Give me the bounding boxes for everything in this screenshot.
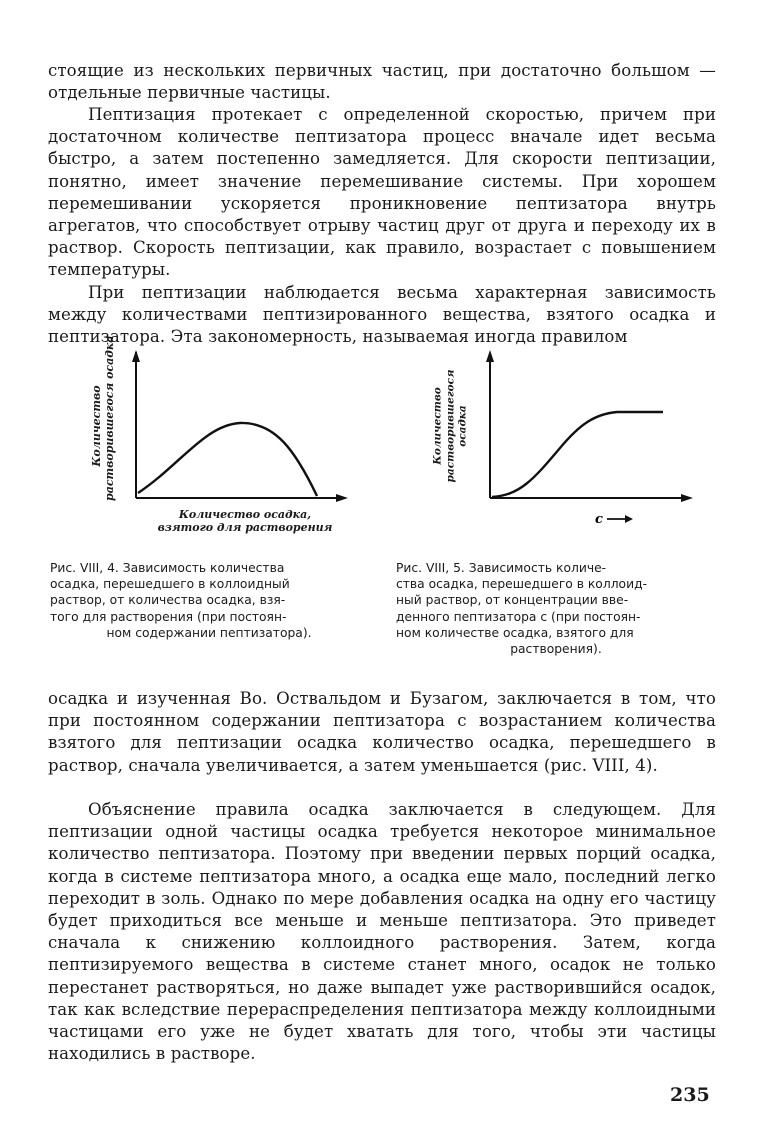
figure-viii-5-caption: Рис. VIII, 5. Зависимость количе- ства осадка, перешедшего в коллоид- ный раствор, от концентрации вве- денного пептизатора c (при постоян- ном количестве осадка, взятого для растворения). <box>396 561 648 657</box>
x-axis-arrow <box>681 494 693 502</box>
figure-viii-4-ylabel: Количество растворившегося осадка <box>90 335 116 501</box>
curve <box>138 423 317 496</box>
x-axis-label: c <box>595 512 603 527</box>
figure-viii-4-caption: Рис. VIII, 4. Зависимость количества осадка, перешедшего в коллоидный раствор, от количества осадка, взя- того для растворения (при постоян- ном содержании пептизатора). <box>50 561 312 640</box>
paragraph-5: Объяснение правила осадка заключается в следующем. Для пептизации одной частицы осадка требуется некоторое минимальное количество пептизатора. Поэтому при введении первых порций осадка, когда в системе пептизатора много, а осадка еще мало, последний легко переходит в золь. Однако по мере добавления осадка на одну его частицу будет приходиться все меньше и меньше пептизатора. Это приведет сначала к снижению коллоидного растворения. Затем, когда пептизируемого вещества в системе станет много, осадок не только перестанет растворяться, но даже выпадет уже растворившийся осадок, так как вследствие перераспределения пептизатора между коллоидными частицами его уже не будет хватать для того, чтобы эти частицы находились в растворе. <box>48 800 716 1064</box>
paragraph-3: При пептизации наблюдается весьма характерная зависимость между количествами пептизированного вещества, взятого осадка и пептизатора. Эта закономерность, называемая иногда правилом <box>48 283 716 347</box>
figure-viii-4-xlabel: Количество осадка, взятого для растворения <box>157 508 333 534</box>
y-axis-arrow <box>132 350 140 362</box>
figure-viii-4 <box>85 335 370 545</box>
figure-viii-5 <box>425 350 695 535</box>
curve <box>492 412 663 497</box>
paragraph-2: Пептизация протекает с определенной скоростью, причем при достаточном количестве пептизатора процесс вначале идет весьма быстро, а затем постепенно замедляется. Для скорости пептизации, понятно, имеет значение перемешивание системы. При хорошем перемешивании ускоряется проникновение пептизатора внутрь агрегатов, что способствует отрыву частиц друг от друга и переходу их в раствор. Скорость пептизации, как правило, возрастает с повышением температуры. <box>48 105 716 280</box>
paragraph-1: стоящие из нескольких первичных частиц, при достаточно большом — отдельные первичные частицы. <box>48 61 716 103</box>
paragraph-4: осадка и изученная Во. Оствальдом и Бузагом, заключается в том, что при постоянном содержании пептизатора с возрастанием количества взятого для пептизации осадка количество осадка, перешедшего в раствор, сначала увеличивается, а затем уменьшается (рис. VIII, 4). <box>48 689 716 775</box>
y-axis-arrow <box>486 350 494 362</box>
x-label-arrowhead <box>625 515 633 523</box>
figure-viii-5-ylabel: Количество растворившегося осадка <box>431 369 469 483</box>
x-axis-arrow <box>336 494 348 502</box>
page-number: 235 <box>670 1084 710 1106</box>
